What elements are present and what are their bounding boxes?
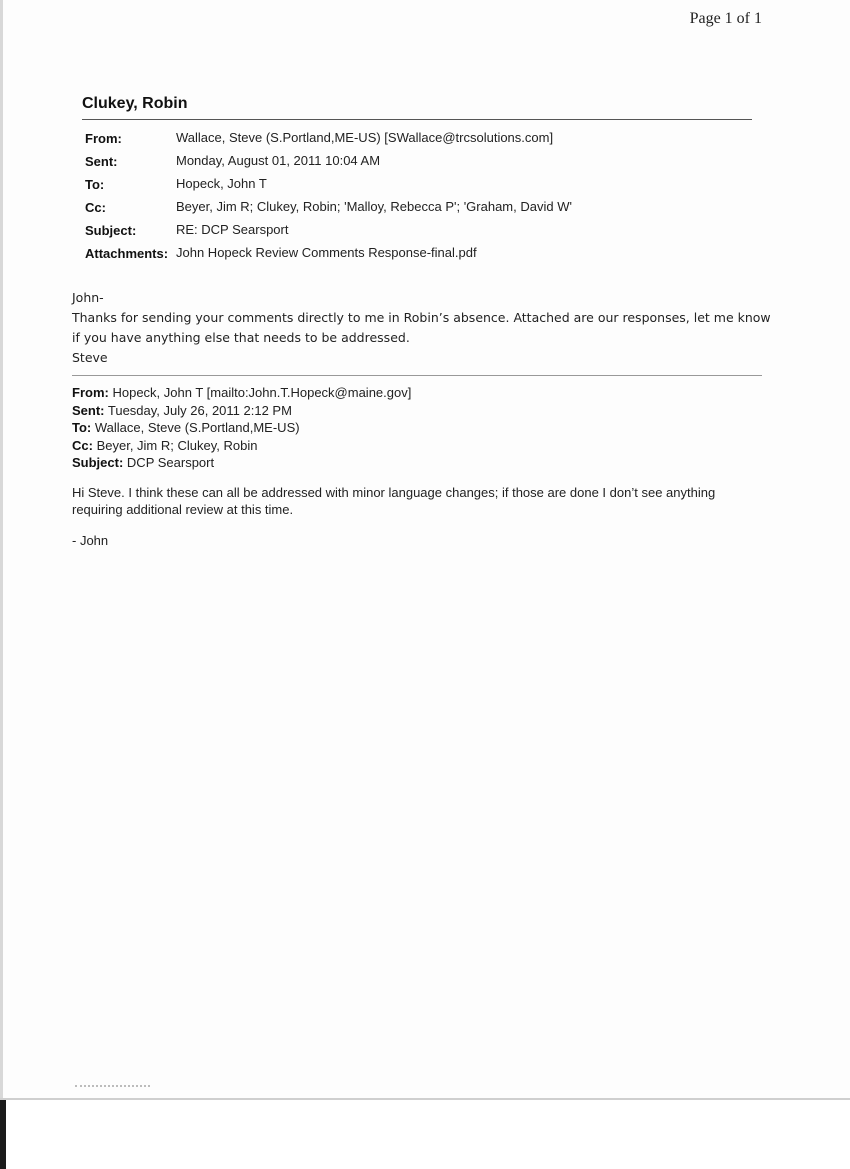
quoted-body-line-1: Hi Steve. I think these can all be addressed with minor language changes; if those are done I don’t see anything xyxy=(72,485,716,500)
header-subject-label: Subject: xyxy=(85,223,137,238)
quoted-message-divider xyxy=(72,375,762,376)
scanner-shadow xyxy=(0,1100,6,1169)
quoted-body-line-2: requiring additional review at this time. xyxy=(72,502,294,517)
body-line-2: if you have anything else that needs to be addressed. xyxy=(72,330,410,345)
header-sent-value: Monday, August 01, 2011 10:04 AM xyxy=(176,153,381,168)
quoted-from xyxy=(72,384,411,402)
title-divider xyxy=(82,119,752,120)
mailbox-owner-name: Clukey, Robin xyxy=(82,95,188,112)
quoted-to-value: Wallace, Steve (S.Portland,ME-US) xyxy=(94,420,300,435)
header-attachments-label: Attachments: xyxy=(85,246,169,261)
quoted-signature: - John xyxy=(72,533,109,548)
quoted-cc-label: Cc: xyxy=(72,437,93,453)
page-number: Page 1 of 1 xyxy=(689,10,762,27)
quoted-headers xyxy=(72,384,411,472)
quoted-from-label: From: xyxy=(72,385,109,400)
body-greeting: John- xyxy=(72,290,104,305)
quoted-sent xyxy=(72,402,411,420)
footer-smudge xyxy=(75,1085,150,1087)
quoted-subject-value: DCP Searsport xyxy=(126,455,215,470)
page-left-edge xyxy=(0,0,3,1100)
quoted-body xyxy=(72,484,772,518)
header-to-label: To: xyxy=(85,177,105,192)
quoted-sent-value: Tuesday, July 26, 2011 2:12 PM xyxy=(107,402,292,418)
header-sent-label: Sent: xyxy=(85,154,118,169)
body-signature: Steve xyxy=(72,350,108,365)
email-body xyxy=(72,288,772,368)
quoted-subject-label: Subject: xyxy=(72,455,124,470)
header-to-value: Hopeck, John T xyxy=(176,176,267,191)
quoted-cc-value: Beyer, Jim R; Clukey, Robin xyxy=(96,437,258,453)
quoted-from-value: Hopeck, John T [mailto:John.T.Hopeck@maine.gov] xyxy=(112,385,412,400)
quoted-to xyxy=(72,419,411,437)
quoted-sent-label: Sent: xyxy=(72,402,105,418)
body-line-1: Thanks for sending your comments directly to me in Robin’s absence. Attached are our responses, let me know xyxy=(72,310,771,325)
header-from-label: From: xyxy=(85,131,122,146)
attachment-filename: John Hopeck Review Comments Response-final.pdf xyxy=(176,245,477,260)
header-cc-label: Cc: xyxy=(85,200,106,215)
header-cc-value: Beyer, Jim R; Clukey, Robin; 'Malloy, Rebecca P'; 'Graham, David W' xyxy=(176,199,572,214)
page-bottom-edge xyxy=(0,1098,850,1100)
quoted-cc xyxy=(72,437,411,455)
header-from-value: Wallace, Steve (S.Portland,ME-US) [SWallace@trcsolutions.com] xyxy=(176,130,554,145)
quoted-subject xyxy=(72,454,411,472)
header-subject-value: RE: DCP Searsport xyxy=(176,222,289,237)
quoted-to-label: To: xyxy=(72,420,92,435)
